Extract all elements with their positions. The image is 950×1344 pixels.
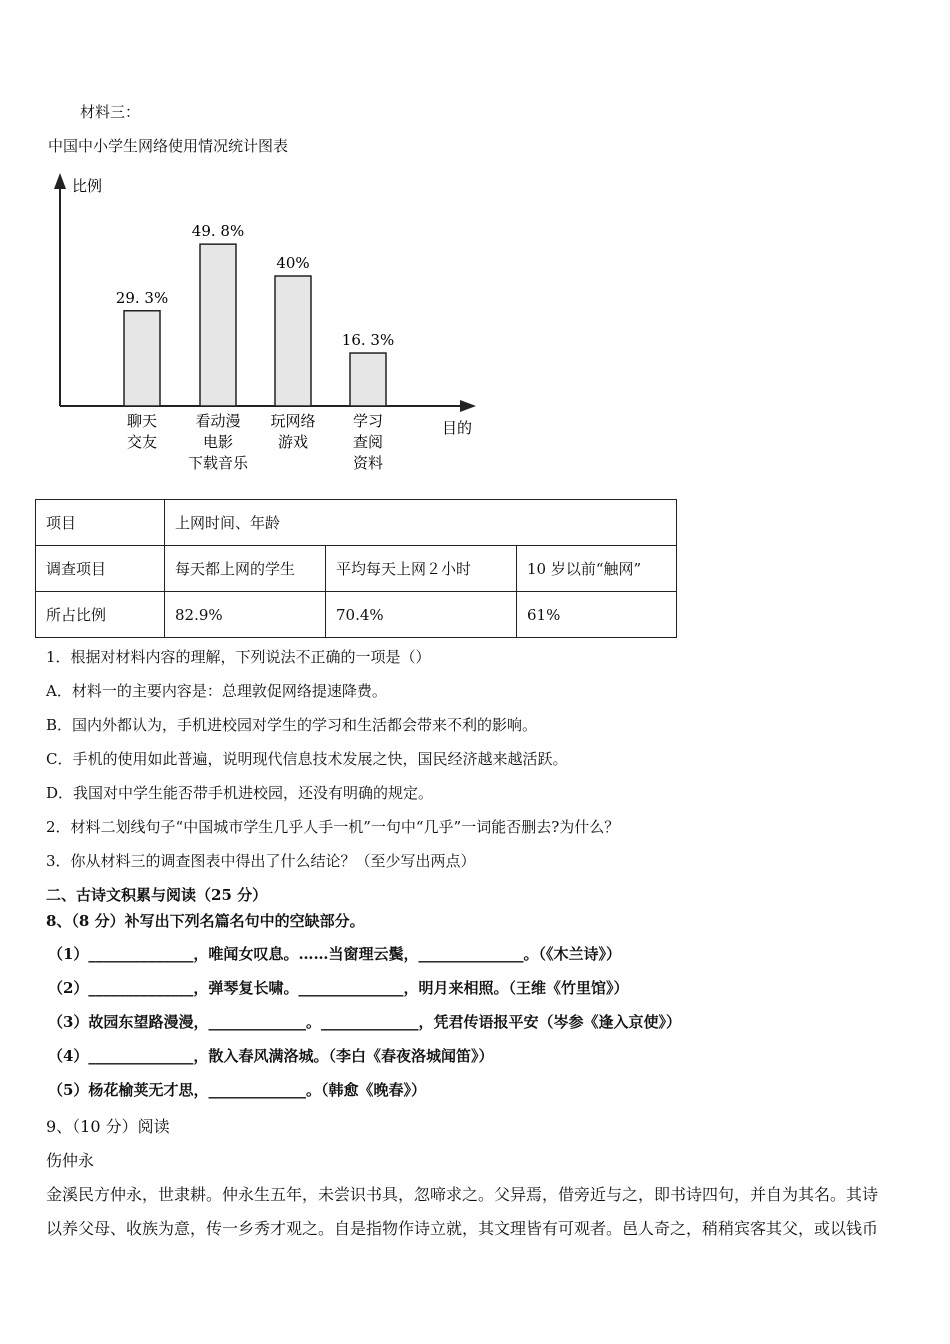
bar (124, 311, 160, 406)
q8-item-2: （2）______________，弹琴复长啸。______________，明月来相照。（王维《竹里馆》） (48, 979, 629, 997)
table-cell: 所占比例 (36, 592, 165, 638)
passage-line-2: 以养父母、收族为意，传一乡秀才观之。自是指物作诗立就，其文理皆有可观者。邑人奇之，稍稍宾客其父，或以钱币 (46, 1219, 879, 1238)
category-tick-label: 学习 (352, 412, 384, 430)
table-row (36, 592, 677, 638)
question-2: 2．材料二划线句子“中国城市学生几乎人手一机”一句中“几乎”一词能否删去?为什么？ (46, 818, 620, 836)
q8-title: 8、（8 分）补写出下列名篇名句中的空缺部分。 (46, 912, 365, 930)
y-axis-arrow (54, 173, 66, 189)
option-a: A．材料一的主要内容是：总理敦促网络提速降费。 (46, 682, 387, 700)
x-axis-arrow (460, 400, 476, 412)
bar (275, 276, 311, 406)
table-cell: 70.4% (326, 592, 517, 638)
option-c: C．手机的使用如此普遍，说明现代信息技术发展之快，国民经济越来越活跃。 (46, 750, 568, 768)
category-tick-label: 下载音乐 (187, 454, 249, 472)
option-d: D．我国对中学生能否带手机进校园，还没有明确的规定。 (46, 784, 434, 802)
category-tick-label: 查阅 (352, 433, 384, 451)
chart-caption: 中国中小学生网络使用情况统计图表 (48, 137, 289, 155)
table-cell: 61% (517, 592, 677, 638)
option-b: B．国内外都认为，手机进校园对学生的学习和生活都会带来不利的影响。 (46, 716, 538, 734)
bar (350, 353, 386, 406)
q8-item-1: （1）______________，唯闻女叹息。……当窗理云鬓，______________。（《木兰诗》） (48, 945, 621, 963)
table-cell: 上网时间、年龄 (165, 500, 677, 546)
chart-bars (116, 222, 394, 472)
bar-value-label: 29. 3% (115, 288, 169, 307)
bar-value-label: 16. 3% (341, 331, 395, 350)
table-cell: 10 岁以前“触网” (517, 546, 677, 592)
table-cell: 项目 (36, 500, 165, 546)
table-row (36, 546, 677, 592)
passage-title: 伤仲永 (46, 1151, 95, 1170)
material3-heading: 材料三： (80, 103, 141, 121)
section2-heading: 二、古诗文积累与阅读（25 分） (46, 886, 268, 904)
table-cell: 每天都上网的学生 (165, 546, 326, 592)
bar-value-label: 49. 8% (191, 222, 245, 241)
table-cell: 平均每天上网２小时 (326, 546, 517, 592)
bar-chart (40, 165, 500, 485)
q8-item-3: （3）故园东望路漫漫，_____________。_____________，凭君传语报平安（岑参《逢入京使》） (48, 1013, 681, 1031)
table-cell: 82.9% (165, 592, 326, 638)
x-axis-label: 目的 (442, 419, 473, 437)
table-row (36, 500, 677, 546)
category-tick-label: 聊天 (126, 412, 158, 430)
category-tick-label: 游戏 (277, 433, 309, 451)
question-3: 3．你从材料三的调查图表中得出了什么结论？（至少写出两点） (46, 852, 476, 870)
category-tick-label: 资料 (352, 454, 384, 472)
category-tick-label: 交友 (126, 433, 158, 451)
bar-value-label: 40% (276, 254, 310, 272)
category-tick-label: 玩网络 (270, 412, 316, 430)
passage-line-1: 金溪民方仲永，世隶耕。仲永生五年，未尝识书具，忽啼求之。父异焉，借旁近与之，即书诗四句，并自为其名。其诗 (46, 1185, 879, 1204)
y-axis-label: 比例 (72, 177, 103, 195)
table-cell: 调查项目 (36, 546, 165, 592)
bar (200, 244, 236, 406)
category-tick-label: 电影 (202, 433, 234, 451)
survey-table (35, 499, 677, 638)
q9-title: 9、（10 分）阅读 (46, 1117, 170, 1136)
q8-item-4: （4）______________，散入春风满洛城。（李白《春夜洛城闻笛》） (48, 1047, 494, 1065)
q8-item-5: （5）杨花榆荚无才思，_____________。（韩愈《晚春》） (48, 1081, 426, 1099)
category-tick-label: 看动漫 (195, 412, 241, 430)
question-1: 1．根据对材料内容的理解，下列说法不正确的一项是（） (46, 648, 431, 666)
